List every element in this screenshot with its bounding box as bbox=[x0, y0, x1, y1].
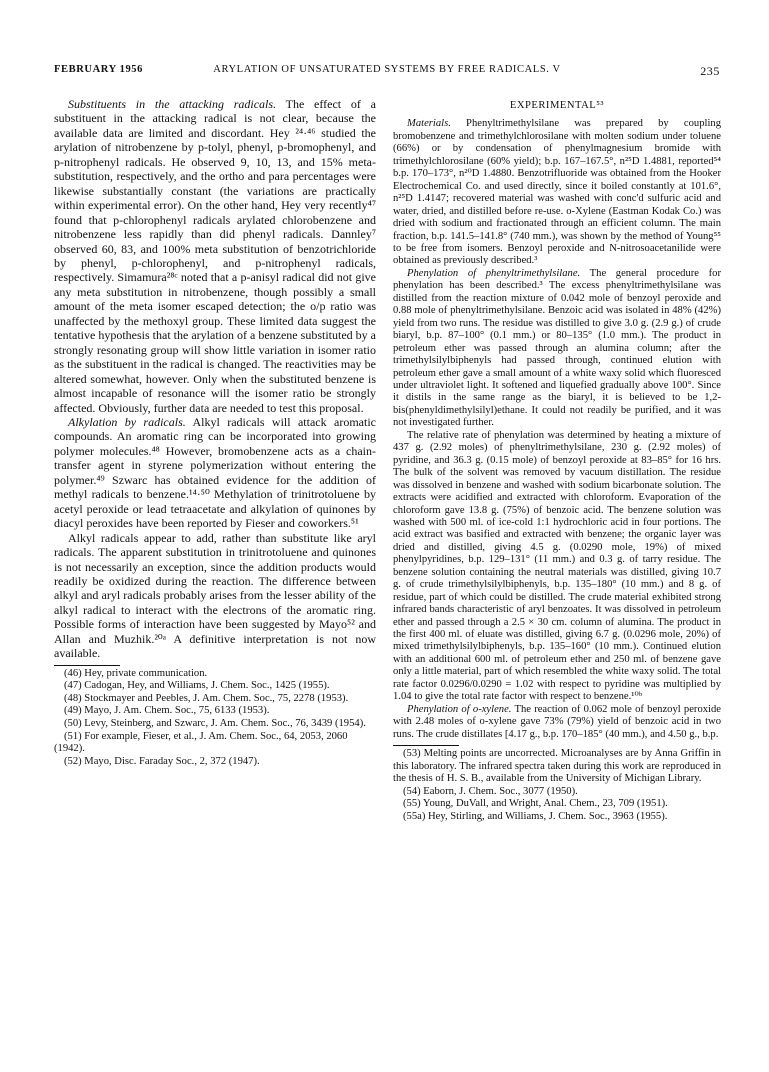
footnote: (52) Mayo, Disc. Faraday Soc., 2, 372 (1947). bbox=[64, 755, 260, 767]
paragraph-alkyl-radicals: Alkyl radicals appear to add, rather than substitute like aryl radicals. The apparent substitution in trinitrotoluene and quinones is not necessarily an exception, since the addition products would readily be oxidized during the reaction. The difference between alkyl and aryl radicals probably arises from the lesser ability of the alkyl radical to interact with the electrons of the aromatic ring. Possible forms of interaction have been suggested by Mayo⁵² and Allan and Muzhik.²⁰ᵃ A definitive interpretation is not now available. bbox=[54, 530, 376, 661]
footnote-rule bbox=[393, 745, 459, 746]
footnote: (46) Hey, private communication. bbox=[64, 667, 208, 679]
left-column bbox=[54, 97, 376, 768]
paragraph-phenylation-silane bbox=[393, 268, 721, 430]
footnote: (51) For example, Fieser, et al., J. Am. Chem. Soc., 64, 2053, 2060 (1942). bbox=[54, 730, 348, 755]
footnote: (47) Cadogan, Hey, and Williams, J. Chem. Soc., 1425 (1955). bbox=[64, 680, 330, 692]
footnote-rule bbox=[54, 665, 120, 666]
runin-heading: Phenylation of phenyltrimethylsilane. bbox=[407, 267, 581, 279]
right-column bbox=[393, 100, 721, 824]
footnotes-right bbox=[393, 748, 721, 824]
footnote: (55) Young, DuVall, and Wright, Anal. Chem., 23, 709 (1951). bbox=[403, 798, 668, 810]
paragraph-phenylation-xylene bbox=[393, 704, 721, 741]
footnote: (55a) Hey, Stirling, and Williams, J. Chem. Soc., 3963 (1955). bbox=[403, 811, 668, 823]
paragraph-text: Phenyltrimethylsilane was prepared by coupling bromobenzene and trimethylchlorosilane with molten sodium under toluene (66%) or by condensation of phenylmagnesium bromide with trimethylchlorosilane (60% yield); b.p. 167–167.5°, n²⁵D 1.4881, reported⁵⁴ b.p. 170–173°, n²⁰D 1.4880. Benzotrifluoride was obtained from the Hooker Electrochemical Co. and used directly, since it boiled constantly at 101.6°, n²⁵D 1.4147; recovered material was washed with conc'd sulfuric acid and water, dried, and distilled before re-use. o-Xylene (Eastman Kodak Co.) was dried with sodium and fractionated through an efficient column. The main fraction, b.p. 141.5–141.8° (740 mm.), was shown by the method of Young⁵⁵ to be free from isomers. Benzoyl peroxide and N-nitrosoacetanilide were obtained as previously described.³ bbox=[393, 118, 721, 267]
paragraph-text: The general procedure for phenylation has been described.³ The excess phenyltrimethylsilane was distilled from the reaction mixture of 0.042 mole of benzoyl peroxide and 0.88 mole of phenyltrimethylsilane. Benzoic acid was isolated in 48% (42%) yield from two runs. The residue was distilled to give 3.0 g. (2.9 g.) of crude biaryl, b.p. 87–100° (0.1 mm.) or 80–135° (1.0 mm.). The product in petroleum ether was passed through an alumina column; after the trimethylsilylbiphenyls had passed through, continued elution with petroleum ether gave a small amount of a white waxy solid which fluoresced under ultraviolet light. It softened and liquefied gradually above 100°. Since it distils in the same range as the biaryl, it is believed to be 1,2-bis(phenyldimethylsilyl)ethane. It could not readily be purified, and it was not investigated further. bbox=[393, 267, 721, 429]
footnote: (50) Levy, Steinberg, and Szwarc, J. Am. Chem. Soc., 76, 3439 (1954). bbox=[64, 718, 366, 730]
runin-heading: Alkylation by radicals. bbox=[68, 414, 186, 429]
footnote: (53) Melting points are uncorrected. Microanalyses are by Anna Griffin in this laboratory. The infrared spectra taken during this work are reproduced in the thesis of H. S. B., available from the University of Michigan Library. bbox=[393, 748, 721, 785]
footnotes-left bbox=[54, 668, 376, 769]
footnote: (54) Eaborn, J. Chem. Soc., 3077 (1950). bbox=[403, 785, 578, 797]
issue-date: FEBRUARY 1956 bbox=[54, 64, 144, 75]
running-title: ARYLATION OF UNSATURATED SYSTEMS BY FREE RADICALS. V bbox=[213, 64, 561, 75]
paragraph-text: Alkyl radicals will attack aromatic compounds. An aromatic ring can be incorporated into growing polymer molecules.⁴⁸ However, bromobenzene acts as a chain-transfer agent in styrene polymerization without entering the polymer.⁴⁹ Szwarc has obtained evidence for the addition of methyl radicals to benzene.¹⁴·⁵⁰ Methylation of trinitrotoluene by acetyl peroxide or lead tetraacetate and alkylation of quinones by diacyl peroxides have been reported by Fieser and coworkers.⁵¹ bbox=[54, 414, 376, 531]
paragraph-materials bbox=[393, 118, 721, 267]
running-header bbox=[54, 64, 720, 80]
page-number: 235 bbox=[700, 64, 720, 78]
runin-heading: Substituents in the attacking radicals. bbox=[68, 97, 277, 111]
paragraph-text: The reaction of 0.062 mole of benzoyl peroxide with 2.48 moles of o-xylene gave 73% (79%) yield of benzoic acid in two runs. The crude distillates [4.17 g., b.p. 170–185° (40 mm.), and 4.50 g., b.p. bbox=[393, 703, 721, 740]
paragraph-substituents bbox=[54, 97, 376, 415]
footnote: (49) Mayo, J. Am. Chem. Soc., 75, 6133 (1953). bbox=[64, 705, 270, 717]
paragraph-alkylation bbox=[54, 415, 376, 531]
runin-heading: Materials. bbox=[407, 118, 451, 130]
paragraph-text: The effect of a substituent in the attacking radical is not clear, because the available data are limited and discordant. Hey ²⁴·⁴⁶ studied the arylation of nitrobenzene by p-tolyl, phenyl, p-bromophenyl, and p-nitrophenyl radicals. He observed 9, 10, 13, and 15% meta-substitution, respectively, and the ortho and para percentages were likewise substantially constant (the variations are practically within experimental error). On the other hand, Hey very recently⁴⁷ found that p-chlorophenyl radicals arylated chlorobenzene and nitrobenzene less rapidly than did phenyl radicals. Dannley⁷ observed 60, 83, and 100% meta substitution of benzotrichloride by phenyl, p-chlorophenyl, and p-nitrophenyl radicals, respectively. Simamura²⁸ᶜ noted that a p-anisyl radical did not give any meta substitution in nitrobenzene, though possibly a small amount of the meta isomer escaped detection; the o/p ratio was unaffected by the methoxyl group. These limited data suggest the tentative hypothesis that the arylation of a benzene substituted by a strongly resonating group will show little variation in isomer ratio as the substituent in the radical is changed. The reactivities may be altered somewhat, however. Only when the substituted benzene is almost incapable of resonance will the isomer ratio be strongly affected. Obviously, further data are needed to test this proposal. bbox=[54, 97, 376, 415]
section-heading: EXPERIMENTAL⁵³ bbox=[509, 100, 605, 111]
paragraph-relative-rate: The relative rate of phenylation was determined by heating a mixture of 437 g. (2.92 moles) of phenyltrimethylsilane, 230 g. (2.92 moles) of pyridine, and 36.3 g. (0.15 mole) of benzoyl peroxide at 83–85° for 16 hrs. The bulk of the solvent was removed by vacuum distillation. The residue was dissolved in benzene and washed with sodium bicarbonate solution. The extracts were acidified and extracted with chloroform. Evaporation of the chloroform gave 13.8 g. (75%) of benzoic acid. The benzene solution was washed with 500 ml. of ice-cold 1:1 hydrochloric acid in four portions. The acid extract was basified and extracted with benzene; the organic layer was dried and distilled, giving 4.5 g. (0.0290 mole, 19%) of mixed phenylpyridines, b.p. 129–131° (11 mm.) and 0.3 g. of tarry residue. The benzene solution containing the neutral materials was distilled, giving 10.7 g. of crude trimethylsilylbiphenyls, b.p. 135–180° (10 mm.) and 8 g. of residue, part of which could be distilled. The crude material exhibited strong infrared bands characteristic of aryl benzoates. It was dissolved in petroleum ether and passed through a 2.5 × 30 cm. column of alumina. The product in the first 400 ml. of eluate was distilled, giving 6.7 g. (0.0296 mole, 20%) of mixed trimethylsilylbiphenyls, b.p. 135–160° (10 mm.). Continued elution with an additional 600 ml. of petroleum ether and 250 ml. of benzene gave only a little material, part of which resembled the white waxy solid. The total rate factor 0.0296/0.0290 = 1.02 with respect to pyridine was multiplied by 1.04 to give the total rate factor with respect to benzene.¹⁰ᵇ bbox=[393, 429, 721, 703]
footnote: (48) Stockmayer and Peebles, J. Am. Chem. Soc., 75, 2278 (1953). bbox=[64, 692, 349, 704]
runin-heading: Phenylation of o-xylene. bbox=[407, 703, 512, 715]
